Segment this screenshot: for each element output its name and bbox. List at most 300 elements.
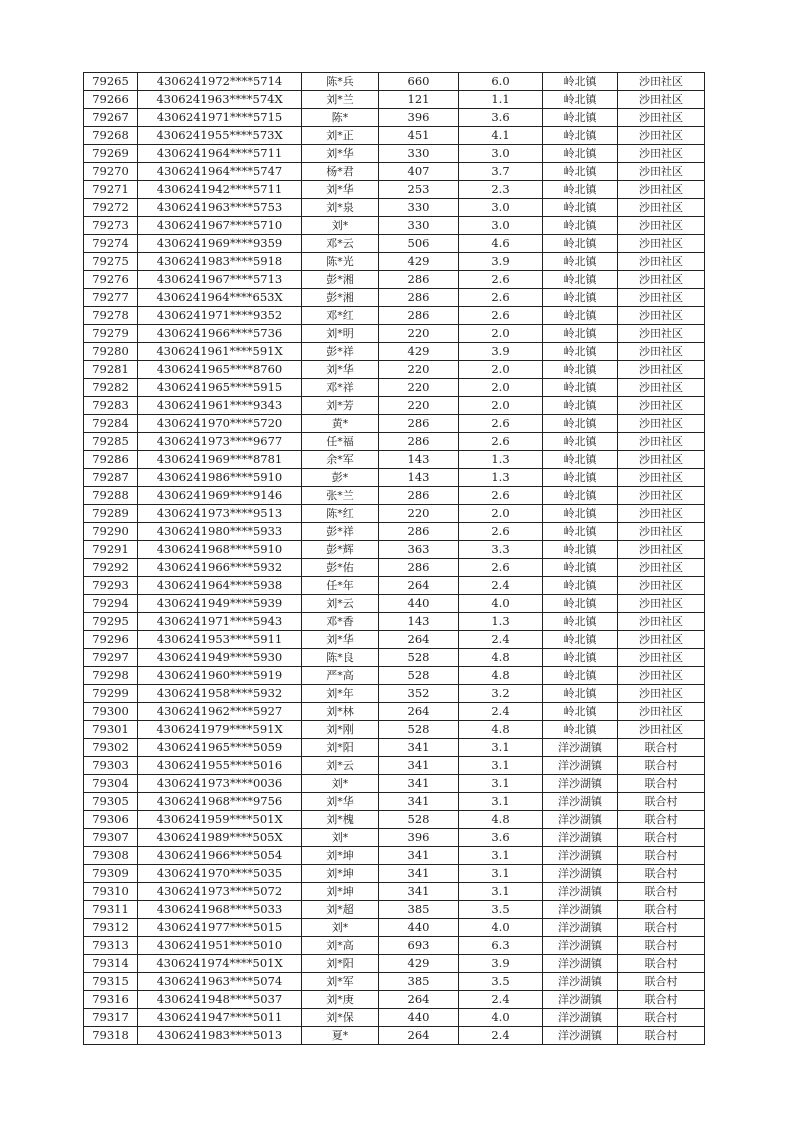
cell-value: 2.4: [459, 1027, 543, 1045]
cell-serial-number: 79309: [84, 865, 138, 883]
cell-id-number: 4306241967****5713: [138, 271, 302, 289]
table-row: [84, 955, 705, 973]
cell-serial-number: 79276: [84, 271, 138, 289]
cell-value: 2.4: [459, 631, 543, 649]
cell-amount: 341: [379, 793, 459, 811]
cell-town: 岭北镇: [543, 415, 618, 433]
cell-serial-number: 79282: [84, 379, 138, 397]
cell-name: 刘*明: [302, 325, 379, 343]
cell-value: 1.3: [459, 613, 543, 631]
cell-id-number: 4306241968****5910: [138, 541, 302, 559]
cell-id-number: 4306241942****5711: [138, 181, 302, 199]
cell-town: 洋沙湖镇: [543, 1009, 618, 1027]
cell-name: 刘*军: [302, 973, 379, 991]
cell-village: 沙田社区: [618, 577, 705, 595]
cell-amount: 451: [379, 127, 459, 145]
cell-name: 刘*: [302, 919, 379, 937]
cell-name: 刘*坤: [302, 883, 379, 901]
cell-id-number: 4306241966****5054: [138, 847, 302, 865]
table-row: [84, 433, 705, 451]
table-row: [84, 181, 705, 199]
cell-value: 2.6: [459, 433, 543, 451]
cell-id-number: 4306241971****5715: [138, 109, 302, 127]
cell-name: 陈*兵: [302, 73, 379, 91]
cell-id-number: 4306241961****9343: [138, 397, 302, 415]
cell-name: 任*福: [302, 433, 379, 451]
cell-id-number: 4306241964****5938: [138, 577, 302, 595]
table-row: [84, 739, 705, 757]
cell-name: 余*军: [302, 451, 379, 469]
cell-amount: 143: [379, 613, 459, 631]
cell-value: 3.0: [459, 145, 543, 163]
cell-village: 沙田社区: [618, 253, 705, 271]
cell-town: 岭北镇: [543, 649, 618, 667]
cell-value: 2.4: [459, 703, 543, 721]
cell-serial-number: 79299: [84, 685, 138, 703]
cell-serial-number: 79277: [84, 289, 138, 307]
cell-serial-number: 79294: [84, 595, 138, 613]
cell-id-number: 4306241986****5910: [138, 469, 302, 487]
cell-serial-number: 79275: [84, 253, 138, 271]
cell-value: 2.4: [459, 577, 543, 595]
cell-amount: 143: [379, 469, 459, 487]
table-row: [84, 91, 705, 109]
cell-value: 4.0: [459, 1009, 543, 1027]
cell-village: 沙田社区: [618, 433, 705, 451]
cell-village: 联合村: [618, 901, 705, 919]
cell-amount: 264: [379, 631, 459, 649]
cell-amount: 220: [379, 379, 459, 397]
cell-serial-number: 79273: [84, 217, 138, 235]
cell-value: 3.1: [459, 883, 543, 901]
cell-id-number: 4306241964****653X: [138, 289, 302, 307]
table-row: [84, 883, 705, 901]
table-row: [84, 793, 705, 811]
cell-id-number: 4306241968****5033: [138, 901, 302, 919]
cell-name: 严*高: [302, 667, 379, 685]
cell-name: 刘*华: [302, 793, 379, 811]
cell-value: 2.4: [459, 991, 543, 1009]
cell-amount: 407: [379, 163, 459, 181]
cell-serial-number: 79265: [84, 73, 138, 91]
cell-id-number: 4306241966****5736: [138, 325, 302, 343]
cell-amount: 341: [379, 865, 459, 883]
cell-name: 彭*佑: [302, 559, 379, 577]
cell-value: 2.6: [459, 289, 543, 307]
cell-amount: 286: [379, 289, 459, 307]
cell-serial-number: 79270: [84, 163, 138, 181]
cell-value: 2.0: [459, 379, 543, 397]
cell-amount: 286: [379, 433, 459, 451]
cell-name: 杨*君: [302, 163, 379, 181]
table-row: [84, 631, 705, 649]
cell-village: 沙田社区: [618, 307, 705, 325]
cell-name: 邓*云: [302, 235, 379, 253]
cell-serial-number: 79271: [84, 181, 138, 199]
table-row: [84, 577, 705, 595]
cell-town: 岭北镇: [543, 235, 618, 253]
cell-town: 岭北镇: [543, 127, 618, 145]
cell-village: 沙田社区: [618, 667, 705, 685]
cell-amount: 220: [379, 505, 459, 523]
cell-village: 沙田社区: [618, 199, 705, 217]
cell-serial-number: 79289: [84, 505, 138, 523]
cell-id-number: 4306241983****5918: [138, 253, 302, 271]
cell-village: 联合村: [618, 1027, 705, 1045]
cell-village: 联合村: [618, 829, 705, 847]
cell-amount: 143: [379, 451, 459, 469]
cell-village: 沙田社区: [618, 379, 705, 397]
cell-town: 岭北镇: [543, 109, 618, 127]
table-row: [84, 127, 705, 145]
cell-id-number: 4306241959****501X: [138, 811, 302, 829]
cell-serial-number: 79297: [84, 649, 138, 667]
cell-value: 3.7: [459, 163, 543, 181]
cell-name: 邓*红: [302, 307, 379, 325]
cell-name: 刘*正: [302, 127, 379, 145]
cell-amount: 506: [379, 235, 459, 253]
cell-value: 1.3: [459, 451, 543, 469]
table-row: [84, 991, 705, 1009]
cell-town: 岭北镇: [543, 271, 618, 289]
cell-value: 4.1: [459, 127, 543, 145]
cell-town: 岭北镇: [543, 721, 618, 739]
cell-name: 刘*年: [302, 685, 379, 703]
cell-serial-number: 79312: [84, 919, 138, 937]
cell-village: 沙田社区: [618, 217, 705, 235]
cell-id-number: 4306241964****5711: [138, 145, 302, 163]
cell-village: 联合村: [618, 793, 705, 811]
cell-value: 4.8: [459, 811, 543, 829]
cell-value: 6.3: [459, 937, 543, 955]
cell-id-number: 4306241971****9352: [138, 307, 302, 325]
cell-village: 沙田社区: [618, 685, 705, 703]
table-row: [84, 199, 705, 217]
cell-name: 刘*云: [302, 595, 379, 613]
cell-serial-number: 79281: [84, 361, 138, 379]
cell-village: 联合村: [618, 991, 705, 1009]
cell-town: 岭北镇: [543, 73, 618, 91]
cell-id-number: 4306241951****5010: [138, 937, 302, 955]
cell-village: 沙田社区: [618, 451, 705, 469]
cell-name: 刘*林: [302, 703, 379, 721]
table-row: [84, 613, 705, 631]
cell-amount: 341: [379, 739, 459, 757]
cell-serial-number: 79268: [84, 127, 138, 145]
table-row: [84, 919, 705, 937]
cell-id-number: 4306241953****5911: [138, 631, 302, 649]
cell-name: 刘*泉: [302, 199, 379, 217]
cell-id-number: 4306241955****5016: [138, 757, 302, 775]
cell-id-number: 4306241973****0036: [138, 775, 302, 793]
table-row: [84, 559, 705, 577]
cell-id-number: 4306241960****5919: [138, 667, 302, 685]
cell-amount: 286: [379, 271, 459, 289]
cell-value: 2.0: [459, 325, 543, 343]
cell-amount: 330: [379, 217, 459, 235]
cell-serial-number: 79313: [84, 937, 138, 955]
cell-id-number: 4306241970****5035: [138, 865, 302, 883]
cell-village: 沙田社区: [618, 703, 705, 721]
cell-name: 陈*红: [302, 505, 379, 523]
cell-town: 岭北镇: [543, 91, 618, 109]
cell-village: 联合村: [618, 847, 705, 865]
cell-id-number: 4306241972****5714: [138, 73, 302, 91]
cell-town: 岭北镇: [543, 433, 618, 451]
table-row: [84, 649, 705, 667]
cell-amount: 396: [379, 829, 459, 847]
cell-serial-number: 79279: [84, 325, 138, 343]
cell-village: 沙田社区: [618, 325, 705, 343]
cell-name: 刘*超: [302, 901, 379, 919]
cell-name: 刘*芳: [302, 397, 379, 415]
cell-town: 岭北镇: [543, 307, 618, 325]
cell-serial-number: 79292: [84, 559, 138, 577]
cell-serial-number: 79307: [84, 829, 138, 847]
table-row: [84, 703, 705, 721]
cell-amount: 341: [379, 847, 459, 865]
table-row: [84, 721, 705, 739]
cell-village: 沙田社区: [618, 541, 705, 559]
cell-value: 6.0: [459, 73, 543, 91]
cell-amount: 660: [379, 73, 459, 91]
cell-name: 彭*湘: [302, 289, 379, 307]
cell-value: 2.6: [459, 487, 543, 505]
cell-id-number: 4306241969****9359: [138, 235, 302, 253]
table-row: [84, 901, 705, 919]
cell-id-number: 4306241965****8760: [138, 361, 302, 379]
table-row: [84, 829, 705, 847]
cell-serial-number: 79318: [84, 1027, 138, 1045]
cell-id-number: 4306241949****5939: [138, 595, 302, 613]
cell-town: 岭北镇: [543, 289, 618, 307]
cell-value: 3.9: [459, 253, 543, 271]
cell-village: 联合村: [618, 937, 705, 955]
cell-serial-number: 79314: [84, 955, 138, 973]
cell-village: 沙田社区: [618, 163, 705, 181]
cell-town: 岭北镇: [543, 361, 618, 379]
cell-serial-number: 79274: [84, 235, 138, 253]
table-row: [84, 361, 705, 379]
cell-amount: 264: [379, 703, 459, 721]
cell-value: 3.1: [459, 793, 543, 811]
cell-town: 岭北镇: [543, 397, 618, 415]
cell-amount: 528: [379, 667, 459, 685]
table-row: [84, 73, 705, 91]
cell-town: 洋沙湖镇: [543, 847, 618, 865]
cell-amount: 220: [379, 397, 459, 415]
cell-value: 2.0: [459, 397, 543, 415]
cell-town: 洋沙湖镇: [543, 883, 618, 901]
cell-value: 1.1: [459, 91, 543, 109]
cell-amount: 352: [379, 685, 459, 703]
cell-town: 岭北镇: [543, 325, 618, 343]
cell-village: 联合村: [618, 811, 705, 829]
table-row: [84, 505, 705, 523]
cell-amount: 286: [379, 523, 459, 541]
table-row: [84, 325, 705, 343]
table-row: [84, 343, 705, 361]
cell-amount: 220: [379, 325, 459, 343]
cell-village: 沙田社区: [618, 145, 705, 163]
cell-name: 刘*阳: [302, 955, 379, 973]
cell-value: 1.3: [459, 469, 543, 487]
cell-id-number: 4306241964****5747: [138, 163, 302, 181]
cell-amount: 363: [379, 541, 459, 559]
cell-amount: 528: [379, 649, 459, 667]
cell-town: 岭北镇: [543, 163, 618, 181]
cell-amount: 220: [379, 361, 459, 379]
cell-id-number: 4306241962****5927: [138, 703, 302, 721]
cell-name: 刘*阳: [302, 739, 379, 757]
cell-id-number: 4306241948****5037: [138, 991, 302, 1009]
table-row: [84, 109, 705, 127]
cell-value: 3.1: [459, 739, 543, 757]
cell-id-number: 4306241969****8781: [138, 451, 302, 469]
cell-name: 刘*坤: [302, 847, 379, 865]
cell-serial-number: 79280: [84, 343, 138, 361]
cell-value: 3.1: [459, 757, 543, 775]
cell-serial-number: 79285: [84, 433, 138, 451]
cell-amount: 385: [379, 973, 459, 991]
cell-id-number: 4306241971****5943: [138, 613, 302, 631]
cell-town: 洋沙湖镇: [543, 739, 618, 757]
cell-name: 刘*刚: [302, 721, 379, 739]
cell-village: 沙田社区: [618, 109, 705, 127]
cell-serial-number: 79284: [84, 415, 138, 433]
cell-amount: 528: [379, 721, 459, 739]
cell-town: 岭北镇: [543, 667, 618, 685]
cell-amount: 253: [379, 181, 459, 199]
cell-amount: 429: [379, 955, 459, 973]
cell-serial-number: 79272: [84, 199, 138, 217]
data-table: [83, 72, 705, 1045]
cell-name: 黄*: [302, 415, 379, 433]
cell-town: 岭北镇: [543, 703, 618, 721]
cell-village: 沙田社区: [618, 181, 705, 199]
table-row: [84, 217, 705, 235]
cell-town: 岭北镇: [543, 469, 618, 487]
cell-id-number: 4306241963****574X: [138, 91, 302, 109]
cell-town: 岭北镇: [543, 487, 618, 505]
cell-name: 刘*华: [302, 631, 379, 649]
table-row: [84, 523, 705, 541]
cell-id-number: 4306241970****5720: [138, 415, 302, 433]
cell-value: 3.5: [459, 901, 543, 919]
cell-town: 洋沙湖镇: [543, 757, 618, 775]
cell-value: 4.6: [459, 235, 543, 253]
cell-name: 刘*兰: [302, 91, 379, 109]
table-row: [84, 667, 705, 685]
cell-serial-number: 79266: [84, 91, 138, 109]
table-row: [84, 1027, 705, 1045]
cell-name: 彭*祥: [302, 523, 379, 541]
cell-value: 2.0: [459, 361, 543, 379]
cell-name: 任*年: [302, 577, 379, 595]
cell-serial-number: 79287: [84, 469, 138, 487]
cell-serial-number: 79283: [84, 397, 138, 415]
cell-value: 3.5: [459, 973, 543, 991]
cell-name: 刘*庚: [302, 991, 379, 1009]
cell-id-number: 4306241963****5074: [138, 973, 302, 991]
cell-value: 2.0: [459, 505, 543, 523]
cell-village: 沙田社区: [618, 559, 705, 577]
cell-town: 洋沙湖镇: [543, 973, 618, 991]
table-row: [84, 847, 705, 865]
cell-value: 3.6: [459, 829, 543, 847]
cell-village: 沙田社区: [618, 127, 705, 145]
cell-amount: 341: [379, 883, 459, 901]
cell-value: 4.8: [459, 721, 543, 739]
table-row: [84, 541, 705, 559]
cell-town: 洋沙湖镇: [543, 1027, 618, 1045]
cell-serial-number: 79267: [84, 109, 138, 127]
cell-id-number: 4306241969****9146: [138, 487, 302, 505]
cell-id-number: 4306241966****5932: [138, 559, 302, 577]
cell-serial-number: 79308: [84, 847, 138, 865]
cell-id-number: 4306241973****9677: [138, 433, 302, 451]
cell-name: 彭*: [302, 469, 379, 487]
table-row: [84, 811, 705, 829]
cell-id-number: 4306241967****5710: [138, 217, 302, 235]
cell-village: 联合村: [618, 1009, 705, 1027]
cell-village: 联合村: [618, 865, 705, 883]
cell-amount: 440: [379, 595, 459, 613]
cell-village: 沙田社区: [618, 631, 705, 649]
cell-amount: 264: [379, 577, 459, 595]
cell-name: 彭*湘: [302, 271, 379, 289]
table-row: [84, 451, 705, 469]
cell-value: 3.3: [459, 541, 543, 559]
cell-value: 3.2: [459, 685, 543, 703]
cell-id-number: 4306241965****5059: [138, 739, 302, 757]
cell-village: 联合村: [618, 757, 705, 775]
cell-amount: 286: [379, 487, 459, 505]
table-row: [84, 379, 705, 397]
cell-town: 岭北镇: [543, 217, 618, 235]
table-row: [84, 757, 705, 775]
table-row: [84, 865, 705, 883]
cell-id-number: 4306241974****501X: [138, 955, 302, 973]
cell-amount: 396: [379, 109, 459, 127]
cell-town: 岭北镇: [543, 343, 618, 361]
table-row: [84, 145, 705, 163]
cell-amount: 429: [379, 343, 459, 361]
cell-village: 沙田社区: [618, 613, 705, 631]
table-row: [84, 163, 705, 181]
cell-town: 岭北镇: [543, 523, 618, 541]
cell-village: 联合村: [618, 955, 705, 973]
table-row: [84, 469, 705, 487]
cell-serial-number: 79298: [84, 667, 138, 685]
cell-id-number: 4306241955****573X: [138, 127, 302, 145]
cell-name: 刘*坤: [302, 865, 379, 883]
cell-town: 洋沙湖镇: [543, 865, 618, 883]
cell-id-number: 4306241961****591X: [138, 343, 302, 361]
cell-id-number: 4306241973****5072: [138, 883, 302, 901]
cell-village: 沙田社区: [618, 235, 705, 253]
table-row: [84, 253, 705, 271]
cell-amount: 341: [379, 757, 459, 775]
cell-amount: 286: [379, 415, 459, 433]
cell-town: 洋沙湖镇: [543, 775, 618, 793]
cell-town: 岭北镇: [543, 181, 618, 199]
cell-village: 沙田社区: [618, 73, 705, 91]
cell-id-number: 4306241989****505X: [138, 829, 302, 847]
cell-village: 联合村: [618, 883, 705, 901]
table-row: [84, 685, 705, 703]
cell-town: 岭北镇: [543, 199, 618, 217]
